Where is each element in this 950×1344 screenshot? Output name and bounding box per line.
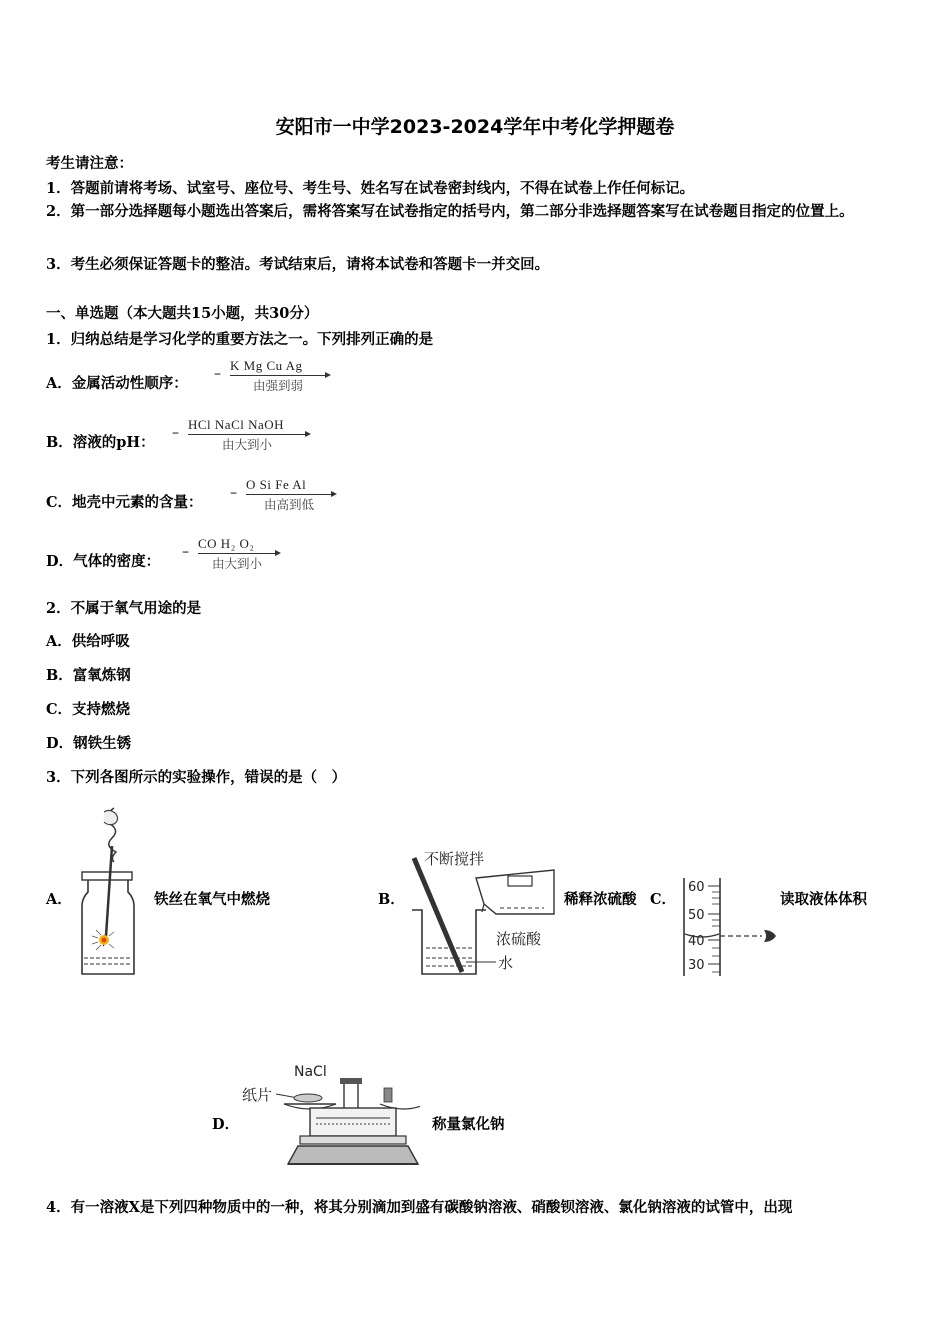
balance-figure (240, 1060, 420, 1172)
tick-50: 50 (688, 908, 705, 923)
q2-option-c: C．支持燃烧 (46, 701, 131, 718)
q3-fig-c-letter: C． (650, 891, 677, 908)
q1-option-c-order: 由高到低 (263, 497, 314, 512)
q2-option-a: A．供给呼吸 (46, 633, 130, 650)
arrow-right-icon (188, 434, 306, 435)
q1-option-b-sequence: HCl NaCl NaOH (188, 417, 285, 432)
q1-option-a-arrow (230, 358, 326, 394)
q1-option-b-arrow (188, 417, 306, 453)
beaker-icon (404, 848, 562, 978)
q1-option-b-order: 由大到小 (221, 437, 272, 452)
q3-fig-b-caption: 稀释浓硫酸 (564, 891, 637, 908)
notice-item-2: 2．第一部分选择题每小题选出答案后，需将答案写在试卷指定的括号内，第二部分非选择题答案写在试卷题目指定的位置上。 (46, 203, 854, 220)
q3-fig-c-caption: 读取液体体积 (780, 891, 867, 908)
q1-option-d-label: D．气体的密度： (46, 553, 161, 570)
stir-label: 不断搅拌 (424, 850, 485, 868)
tick-30: 30 (688, 958, 705, 973)
graduated-cylinder-figure (680, 876, 780, 978)
q2-option-b: B．富氧炼钢 (46, 667, 131, 684)
q3-fig-b-letter: B． (378, 891, 405, 908)
gas-bottle-icon (76, 806, 146, 978)
q1-option-a-dash: – (214, 366, 221, 382)
paper-title: 安阳市一中学2023-2024学年中考化学押题卷 (275, 116, 675, 138)
q3-fig-a-caption: 铁丝在氧气中燃烧 (154, 891, 270, 908)
notice-item-1: 1．答题前请将考场、试室号、座位号、考生号、姓名写在试卷密封线内，不得在试卷上作任何标记。 (46, 180, 695, 197)
arrow-right-icon (198, 553, 276, 554)
q4-stem: 4．有一溶液X是下列四种物质中的一种，将其分别滴加到盛有碳酸钠溶液、硝酸钡溶液、氯化钠溶液的试管中，出现 (46, 1199, 793, 1216)
q1-option-c-arrow (246, 477, 332, 513)
q2-option-d: D．钢铁生锈 (46, 735, 132, 752)
q1-option-a-sequence: K Mg Cu Ag (230, 358, 303, 373)
q1-option-c-dash: – (230, 485, 237, 501)
balance-icon (240, 1060, 420, 1172)
q1-option-d-dash: – (182, 544, 189, 560)
iron-wire-burning-figure (76, 806, 146, 978)
nacl-label: NaCl (294, 1064, 327, 1080)
water-label: 水 (498, 954, 514, 972)
q2-stem: 2．不属于氧气用途的是 (46, 600, 202, 617)
q3-fig-d-caption: 称量氯化钠 (432, 1116, 505, 1133)
arrow-right-icon (230, 375, 326, 376)
q1-option-b-dash: – (172, 425, 179, 441)
q3-fig-a-letter: A． (46, 891, 72, 908)
q1-option-b-label: B．溶液的pH： (46, 434, 155, 451)
tick-40: 40 (688, 934, 705, 949)
q1-option-a-label: A．金属活动性顺序： (46, 375, 188, 392)
q1-option-d-order: 由大到小 (211, 556, 262, 571)
eye-icon (764, 930, 776, 942)
tick-60: 60 (688, 880, 705, 895)
q3-fig-d-letter: D． (212, 1116, 240, 1133)
dilute-acid-figure (404, 848, 562, 978)
q1-option-d-arrow (198, 536, 276, 572)
q1-option-c-sequence: O Si Fe Al (246, 477, 307, 492)
notice-heading: 考生请注意： (46, 155, 133, 172)
paper-label: 纸片 (242, 1086, 273, 1104)
acid-label: 浓硫酸 (496, 930, 542, 948)
q1-stem: 1．归纳总结是学习化学的重要方法之一。下列排列正确的是 (46, 331, 434, 348)
q1-option-c-label: C．地壳中元素的含量： (46, 494, 203, 511)
notice-item-3: 3．考生必须保证答题卡的整洁。考试结束后，请将本试卷和答题卡一并交回。 (46, 256, 550, 273)
section-heading: 一、单选题（本大题共15小题，共30分） (46, 305, 319, 322)
cylinder-icon (680, 876, 780, 978)
arrow-right-icon (246, 494, 332, 495)
q1-option-d-sequence: CO H₂ O₂ (198, 536, 255, 551)
q1-option-a-order: 由强到弱 (252, 378, 303, 393)
q3-stem: 3．下列各图所示的实验操作，错误的是（ ） (46, 769, 347, 786)
